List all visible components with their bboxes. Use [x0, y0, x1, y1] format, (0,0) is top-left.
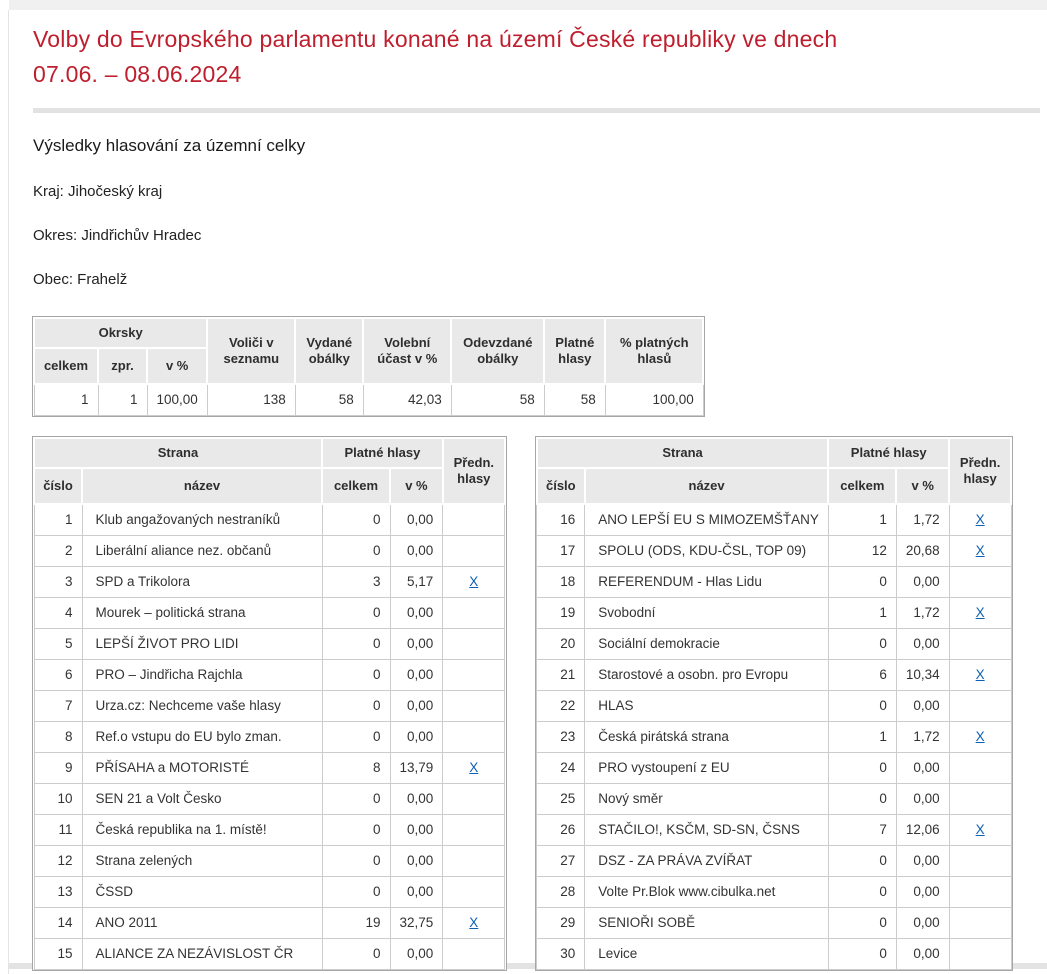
party-votes-total: 0	[322, 784, 390, 815]
party-votes-pct: 32,75	[390, 908, 443, 939]
party-name: ANO LEPŠÍ EU S MIMOZEMŠŤANY	[585, 504, 829, 536]
party-votes-total: 0	[828, 629, 896, 660]
party-pref-cell	[949, 784, 1011, 815]
summary-row	[34, 384, 703, 416]
party-pref-cell	[949, 598, 1011, 629]
header-pct-platnych-hlasu: % platných hlasů	[605, 318, 703, 384]
party-number: 22	[537, 691, 585, 722]
summary-okrsky-zpr: 1	[98, 384, 147, 416]
party-votes-total: 0	[828, 939, 896, 970]
party-votes-total: 0	[322, 504, 390, 536]
party-row	[537, 722, 1011, 753]
party-votes-pct: 1,72	[896, 504, 949, 536]
party-number: 7	[34, 691, 82, 722]
party-number: 23	[537, 722, 585, 753]
party-pref-cell	[443, 815, 505, 846]
party-votes-total: 0	[322, 691, 390, 722]
party-votes-pct: 0,00	[390, 846, 443, 877]
party-name: Sociální demokracie	[585, 629, 829, 660]
party-number: 3	[34, 567, 82, 598]
party-pref-cell	[949, 939, 1011, 970]
party-votes-total: 0	[322, 877, 390, 908]
party-name: SENIOŘI SOBĚ	[585, 908, 829, 939]
party-name: Klub angažovaných nestraníků	[82, 504, 322, 536]
party-pref-cell	[949, 877, 1011, 908]
party-votes-pct: 1,72	[896, 722, 949, 753]
party-votes-pct: 1,72	[896, 598, 949, 629]
party-row	[34, 908, 505, 939]
party-pref-cell	[949, 660, 1011, 691]
party-row	[34, 536, 505, 567]
party-row	[537, 629, 1011, 660]
header-platne-hlasy: Platné hlasy	[828, 438, 949, 468]
party-votes-pct: 0,00	[896, 784, 949, 815]
party-number: 25	[537, 784, 585, 815]
party-name: Starostové a osobn. pro Evropu	[585, 660, 829, 691]
party-name: REFERENDUM - Hlas Lidu	[585, 567, 829, 598]
party-votes-pct: 0,00	[896, 629, 949, 660]
party-votes-total: 0	[322, 722, 390, 753]
party-name: Mourek – politická strana	[82, 598, 322, 629]
party-votes-total: 1	[828, 504, 896, 536]
party-table-left	[33, 437, 506, 970]
region-kraj: Kraj: Jihočeský kraj	[33, 183, 163, 200]
party-pref-cell	[949, 753, 1011, 784]
party-table-right	[536, 437, 1012, 970]
header-celkem: celkem	[322, 468, 390, 504]
party-votes-pct: 0,00	[390, 877, 443, 908]
summary-pct-platnych: 100,00	[605, 384, 703, 416]
party-votes-total: 0	[828, 753, 896, 784]
party-number: 29	[537, 908, 585, 939]
party-votes-pct: 0,00	[896, 908, 949, 939]
party-number: 17	[537, 536, 585, 567]
header-cislo: číslo	[537, 468, 585, 504]
party-votes-total: 3	[322, 567, 390, 598]
party-votes-pct: 0,00	[896, 939, 949, 970]
region-okres: Okres: Jindřichův Hradec	[33, 227, 202, 244]
summary-volebni-ucast: 42,03	[363, 384, 451, 416]
party-name: Strana zelených	[82, 846, 322, 877]
party-votes-pct: 0,00	[896, 567, 949, 598]
party-votes-pct: 0,00	[390, 722, 443, 753]
party-pref-cell	[443, 722, 505, 753]
party-pref-cell	[443, 629, 505, 660]
party-votes-pct: 0,00	[390, 504, 443, 536]
party-number: 2	[34, 536, 82, 567]
party-row	[537, 753, 1011, 784]
party-number: 8	[34, 722, 82, 753]
party-name: DSZ - ZA PRÁVA ZVÍŘAT	[585, 846, 829, 877]
party-pref-cell	[443, 753, 505, 784]
preferential-votes-link[interactable]: X	[975, 512, 985, 527]
party-number: 30	[537, 939, 585, 970]
preferential-votes-link[interactable]: X	[975, 667, 985, 682]
header-nazev: název	[82, 468, 322, 504]
party-pref-cell	[443, 784, 505, 815]
preferential-votes-link[interactable]: X	[469, 574, 479, 589]
party-pref-cell	[443, 536, 505, 567]
party-votes-pct: 0,00	[390, 629, 443, 660]
party-votes-pct: 0,00	[390, 939, 443, 970]
header-volici-v-seznamu: Voliči v seznamu	[207, 318, 295, 384]
party-votes-pct: 10,34	[896, 660, 949, 691]
party-votes-total: 0	[828, 846, 896, 877]
header-nazev: název	[585, 468, 829, 504]
party-votes-total: 0	[828, 908, 896, 939]
party-number: 11	[34, 815, 82, 846]
party-number: 6	[34, 660, 82, 691]
party-row	[537, 877, 1011, 908]
party-number: 27	[537, 846, 585, 877]
party-name: SEN 21 a Volt Česko	[82, 784, 322, 815]
preferential-votes-link[interactable]: X	[975, 822, 985, 837]
party-number: 16	[537, 504, 585, 536]
party-pref-cell	[949, 536, 1011, 567]
party-name: ALIANCE ZA NEZÁVISLOST ČR	[82, 939, 322, 970]
party-number: 24	[537, 753, 585, 784]
party-votes-pct: 12,06	[896, 815, 949, 846]
party-votes-total: 1	[828, 722, 896, 753]
party-votes-pct: 0,00	[390, 536, 443, 567]
party-votes-pct: 0,00	[896, 846, 949, 877]
header-okrsky: Okrsky	[34, 318, 207, 348]
party-pref-cell	[443, 504, 505, 536]
summary-table	[33, 317, 704, 416]
party-name: Česká republika na 1. místě!	[82, 815, 322, 846]
party-name: SPOLU (ODS, KDU-ČSL, TOP 09)	[585, 536, 829, 567]
party-name: Česká pirátská strana	[585, 722, 829, 753]
party-pref-cell	[949, 567, 1011, 598]
party-name: HLAS	[585, 691, 829, 722]
party-votes-total: 0	[322, 815, 390, 846]
party-votes-total: 0	[828, 784, 896, 815]
party-row	[34, 877, 505, 908]
party-votes-pct: 5,17	[390, 567, 443, 598]
party-number: 10	[34, 784, 82, 815]
party-number: 5	[34, 629, 82, 660]
party-number: 21	[537, 660, 585, 691]
party-pref-cell	[443, 846, 505, 877]
preferential-votes-link[interactable]: X	[469, 760, 479, 775]
party-row	[34, 660, 505, 691]
party-row	[34, 722, 505, 753]
preferential-votes-link[interactable]: X	[975, 605, 985, 620]
party-name: PŘÍSAHA a MOTORISTÉ	[82, 753, 322, 784]
header-celkem: celkem	[828, 468, 896, 504]
header-okrsky-zpr: zpr.	[98, 348, 147, 384]
party-votes-pct: 0,00	[390, 691, 443, 722]
party-row	[537, 939, 1011, 970]
header-okrsky-v-pct: v %	[147, 348, 207, 384]
page-left-border	[8, 10, 9, 974]
summary-odevzdane-obalky: 58	[451, 384, 544, 416]
party-votes-total: 19	[322, 908, 390, 939]
party-row	[34, 629, 505, 660]
party-number: 15	[34, 939, 82, 970]
page-top-band	[9, 0, 1047, 10]
preferential-votes-link[interactable]: X	[975, 729, 985, 744]
party-pref-cell	[443, 691, 505, 722]
party-name: STAČILO!, KSČM, SD-SN, ČSNS	[585, 815, 829, 846]
summary-okrsky-celkem: 1	[34, 384, 98, 416]
party-row	[537, 504, 1011, 536]
header-strana: Strana	[537, 438, 829, 468]
party-pref-cell	[949, 908, 1011, 939]
party-number: 9	[34, 753, 82, 784]
party-votes-pct: 0,00	[896, 691, 949, 722]
header-predn-hlasy: Předn. hlasy	[949, 438, 1011, 504]
page-title	[33, 22, 1047, 92]
party-number: 26	[537, 815, 585, 846]
party-votes-total: 0	[322, 939, 390, 970]
party-name: Ref.o vstupu do EU bylo zman.	[82, 722, 322, 753]
party-pref-cell	[949, 722, 1011, 753]
party-number: 12	[34, 846, 82, 877]
party-pref-cell	[443, 939, 505, 970]
party-number: 4	[34, 598, 82, 629]
header-predn-hlasy: Předn. hlasy	[443, 438, 505, 504]
party-votes-total: 0	[322, 629, 390, 660]
party-pref-cell	[443, 598, 505, 629]
summary-platne-hlasy: 58	[544, 384, 605, 416]
party-row	[537, 598, 1011, 629]
party-name: Liberální aliance nez. občanů	[82, 536, 322, 567]
party-row	[34, 846, 505, 877]
header-cislo: číslo	[34, 468, 82, 504]
party-row	[34, 504, 505, 536]
party-votes-total: 0	[322, 598, 390, 629]
party-row	[34, 598, 505, 629]
header-volebni-ucast: Volební účast v %	[363, 318, 451, 384]
party-pref-cell	[949, 629, 1011, 660]
party-votes-total: 0	[322, 660, 390, 691]
party-votes-total: 7	[828, 815, 896, 846]
header-platne-hlasy: Platné hlasy	[322, 438, 443, 468]
party-votes-pct: 0,00	[390, 815, 443, 846]
party-votes-pct: 0,00	[390, 598, 443, 629]
party-votes-total: 6	[828, 660, 896, 691]
party-name: SPD a Trikolora	[82, 567, 322, 598]
party-name: LEPŠÍ ŽIVOT PRO LIDI	[82, 629, 322, 660]
summary-volici: 138	[207, 384, 295, 416]
page-content	[33, 10, 1047, 970]
party-name: Urza.cz: Nechceme vaše hlasy	[82, 691, 322, 722]
results-subtitle: Výsledky hlasování za územní celky	[33, 136, 306, 155]
party-row	[537, 536, 1011, 567]
header-platne-hlasy: Platné hlasy	[544, 318, 605, 384]
party-number: 13	[34, 877, 82, 908]
party-votes-pct: 13,79	[390, 753, 443, 784]
party-votes-total: 0	[828, 877, 896, 908]
party-pref-cell	[949, 846, 1011, 877]
party-votes-pct: 0,00	[390, 784, 443, 815]
party-pref-cell	[443, 908, 505, 939]
summary-vydane-obalky: 58	[295, 384, 363, 416]
region-obec: Obec: Frahelž	[33, 271, 128, 288]
party-votes-total: 8	[322, 753, 390, 784]
page-title-line2: 07.06. – 08.06.2024	[33, 61, 242, 87]
party-pref-cell	[443, 567, 505, 598]
party-row	[537, 567, 1011, 598]
party-row	[34, 939, 505, 970]
party-votes-pct: 0,00	[896, 877, 949, 908]
party-votes-pct: 20,68	[896, 536, 949, 567]
party-votes-pct: 0,00	[390, 660, 443, 691]
party-number: 20	[537, 629, 585, 660]
party-votes-total: 0	[828, 691, 896, 722]
party-row	[537, 908, 1011, 939]
party-name: PRO – Jindřicha Rajchla	[82, 660, 322, 691]
party-votes-total: 0	[828, 567, 896, 598]
party-name: Svobodní	[585, 598, 829, 629]
party-name: Levice	[585, 939, 829, 970]
party-number: 28	[537, 877, 585, 908]
header-okrsky-celkem: celkem	[34, 348, 98, 384]
party-name: ČSSD	[82, 877, 322, 908]
party-row	[34, 815, 505, 846]
party-votes-total: 1	[828, 598, 896, 629]
party-row	[537, 815, 1011, 846]
party-number: 19	[537, 598, 585, 629]
title-divider	[33, 108, 1040, 113]
header-odevzdane-obalky: Odevzdané obálky	[451, 318, 544, 384]
party-name: ANO 2011	[82, 908, 322, 939]
party-pref-cell	[949, 504, 1011, 536]
party-row	[34, 567, 505, 598]
party-votes-total: 12	[828, 536, 896, 567]
party-pref-cell	[443, 877, 505, 908]
party-votes-pct: 0,00	[896, 753, 949, 784]
party-row	[34, 784, 505, 815]
party-pref-cell	[443, 660, 505, 691]
party-name: PRO vystoupení z EU	[585, 753, 829, 784]
party-pref-cell	[949, 691, 1011, 722]
party-row	[537, 784, 1011, 815]
header-strana: Strana	[34, 438, 322, 468]
party-rows-left	[34, 504, 505, 970]
preferential-votes-link[interactable]: X	[469, 915, 479, 930]
party-votes-total: 0	[322, 536, 390, 567]
header-vydane-obalky: Vydané obálky	[295, 318, 363, 384]
party-votes-total: 0	[322, 846, 390, 877]
party-row	[537, 846, 1011, 877]
party-number: 18	[537, 567, 585, 598]
party-row	[537, 691, 1011, 722]
party-number: 1	[34, 504, 82, 536]
preferential-votes-link[interactable]: X	[975, 543, 985, 558]
party-number: 14	[34, 908, 82, 939]
party-name: Volte Pr.Blok www.cibulka.net	[585, 877, 829, 908]
party-rows-right	[537, 504, 1011, 970]
party-row	[34, 753, 505, 784]
header-v-pct: v %	[390, 468, 443, 504]
party-name: Nový směr	[585, 784, 829, 815]
party-pref-cell	[949, 815, 1011, 846]
party-row	[34, 691, 505, 722]
summary-okrsky-v-pct: 100,00	[147, 384, 207, 416]
party-row	[537, 660, 1011, 691]
page-title-line1: Volby do Evropského parlamentu konané na území České republiky ve dnech	[33, 26, 838, 52]
header-v-pct: v %	[896, 468, 949, 504]
